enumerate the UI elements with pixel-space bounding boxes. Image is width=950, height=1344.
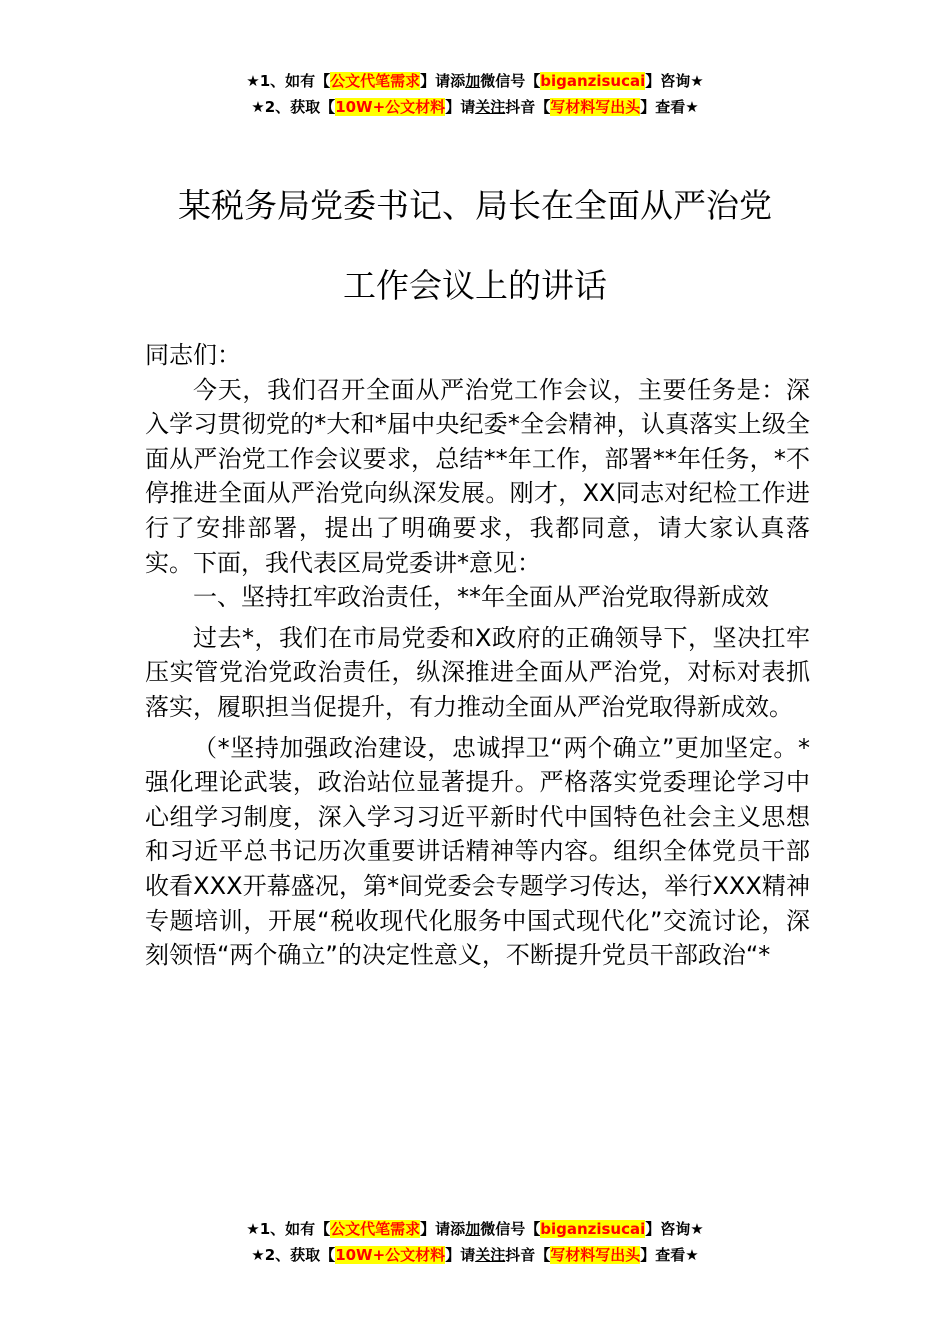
banner-text: 】查看★ <box>640 98 699 116</box>
banner-highlight: 10W+公文材料 <box>335 98 446 116</box>
paragraph-review: 过去*，我们在市局党委和X政府的正确领导下，坚决扛牢压实管党治党政治责任，纵深推进全面从严治党，对标对表抓落实，履职担当促提升，有力推动全面从严治党取得新成效。 <box>145 623 810 721</box>
paragraph-intro: 今天，我们召开全面从严治党工作会议，主要任务是：深入学习贯彻党的*大和*届中央纪委*全会精神，认真落实上级全面从严治党工作会议要求，总结**年工作，部署**年任务，*不停推进全面从严治党向纵深发展。刚才，XX同志对纪检工作进行了安排部署，提出了明确要求，我都同意，请大家认真落实。下面，我代表区局党委讲*意见： <box>145 375 810 577</box>
banner-text: 微信号【 <box>480 72 541 90</box>
banner-emphasis: 关注 <box>475 98 506 116</box>
banner-line-1 <box>0 68 950 94</box>
banner-text: ★2、获取【 <box>251 98 336 116</box>
banner-highlight: biganzisucai <box>540 72 646 90</box>
banner-line-2 <box>0 94 950 120</box>
banner-text: 】请添 <box>420 1220 466 1238</box>
banner-text: 抖音【 <box>505 98 551 116</box>
banner-text: ★1、如有【 <box>246 72 331 90</box>
banner-emphasis: 关注 <box>475 1246 506 1264</box>
banner-text: ★1、如有【 <box>246 1220 331 1238</box>
banner-text: 抖音【 <box>505 1246 551 1264</box>
title-line-2: 工作会议上的讲话 <box>343 266 607 305</box>
banner-text: 微信号【 <box>480 1220 541 1238</box>
banner-highlight: 写材料写出头 <box>550 1246 641 1264</box>
title-line-1: 某税务局党委书记、局长在全面从严治党 <box>178 186 772 225</box>
banner-line-1 <box>0 1216 950 1242</box>
banner-highlight: biganzisucai <box>540 1220 646 1238</box>
banner-highlight: 公文代笔需求 <box>330 1220 421 1238</box>
header-banner <box>0 68 950 120</box>
footer-banner <box>0 1216 950 1268</box>
banner-text: 】请 <box>445 98 476 116</box>
document-body <box>145 338 810 973</box>
document-title <box>120 166 830 326</box>
banner-highlight: 公文代笔需求 <box>330 72 421 90</box>
banner-highlight: 写材料写出头 <box>550 98 641 116</box>
banner-text: ★2、获取【 <box>251 1246 336 1264</box>
banner-line-2 <box>0 1242 950 1268</box>
banner-emphasis: 加 <box>465 1220 481 1238</box>
banner-text: 】查看★ <box>640 1246 699 1264</box>
banner-highlight: 10W+公文材料 <box>335 1246 446 1264</box>
banner-text: 】请添 <box>420 72 466 90</box>
banner-text: 】咨询★ <box>645 72 704 90</box>
banner-text: 】请 <box>445 1246 476 1264</box>
paragraph-political-building: （*坚持加强政治建设，忠诚捍卫“两个确立”更加坚定。*强化理论武装，政治站位显著提升。严格落实党委理论学习中心组学习制度，深入学习习近平新时代中国特色社会主义思想和习近平总书记历次重要讲话精神等内容。组织全体党员干部收看XXX开幕盛况，第*间党委会专题学习传达，举行XXX精神专题培训，开展“税收现代化服务中国式现代化”交流讨论，深刻领悟“两个确立”的决定性意义，不断提升党员干部政治“* <box>145 733 810 970</box>
banner-text: 】咨询★ <box>645 1220 704 1238</box>
section-heading: 一、坚持扛牢政治责任，**年全面从严治党取得新成效 <box>193 583 769 612</box>
banner-emphasis: 加 <box>465 72 481 90</box>
salutation: 同志们： <box>145 341 241 369</box>
